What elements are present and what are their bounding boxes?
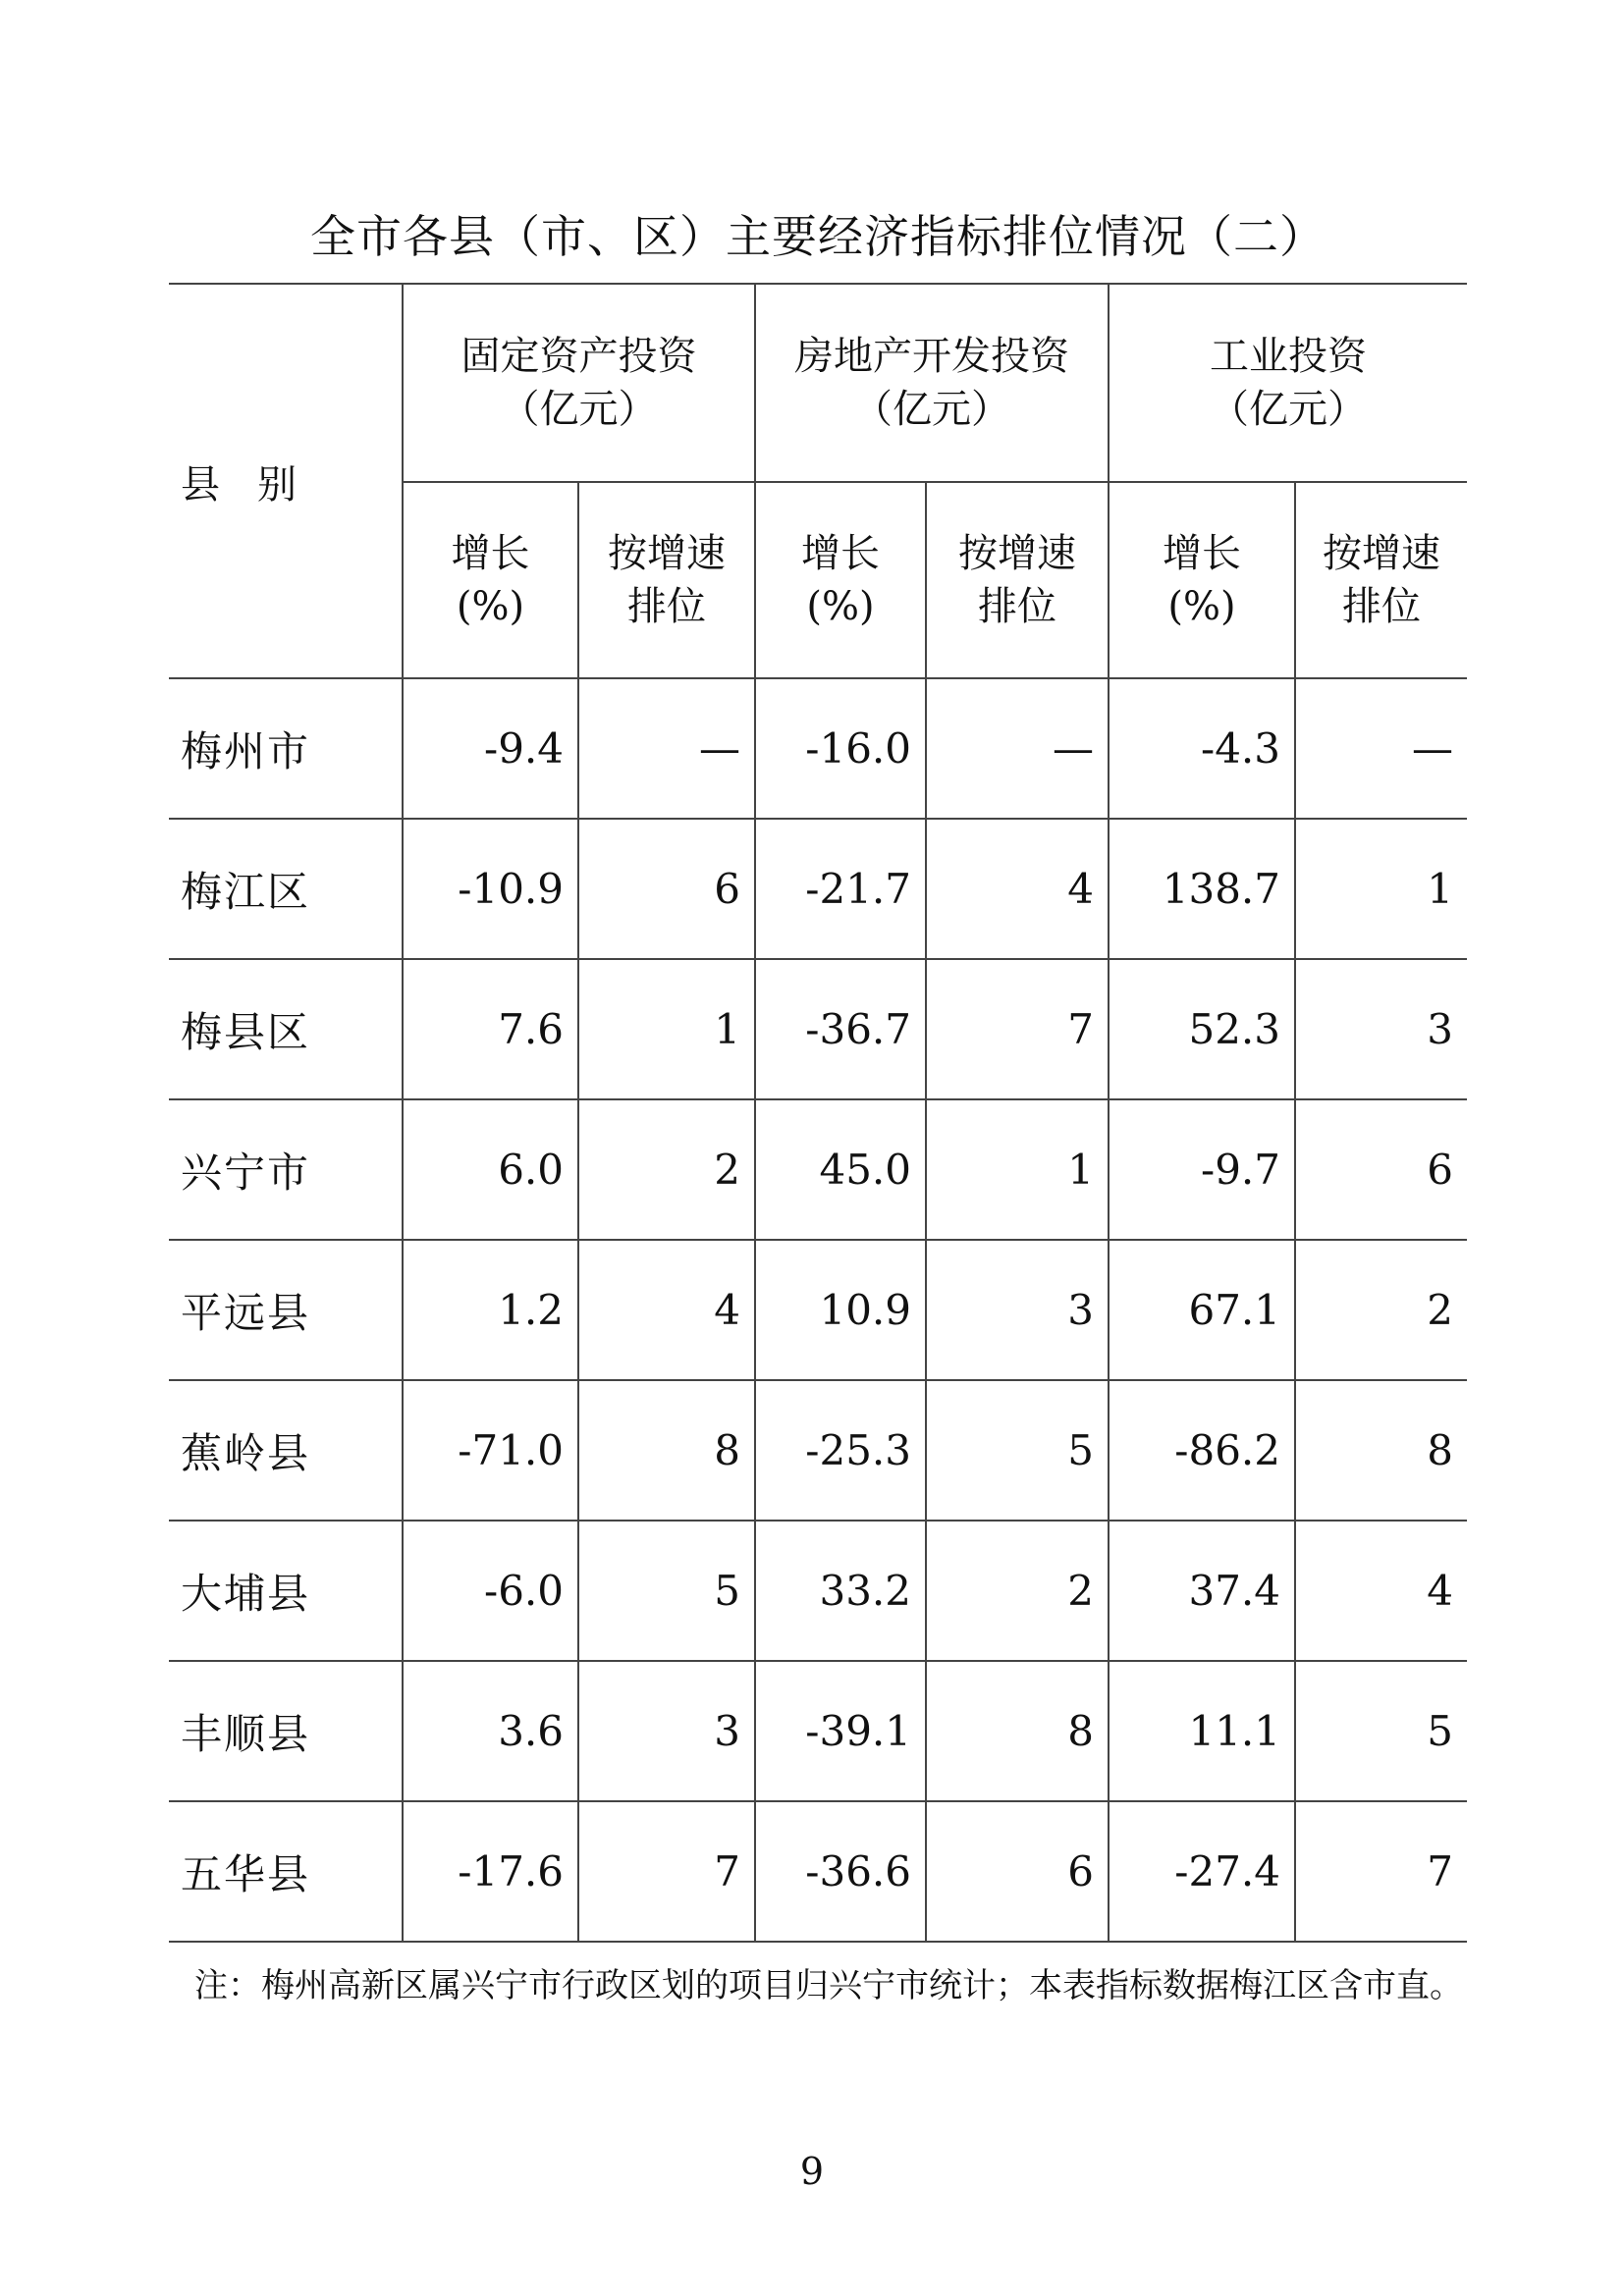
growth-value-cell: -21.7 (755, 819, 926, 959)
growth-value-cell: -17.6 (403, 1801, 578, 1942)
subheader-rank-label: 按增速 (608, 531, 726, 576)
growth-value-cell: -39.1 (755, 1661, 926, 1801)
table-row (169, 1240, 1467, 1380)
subheader-rank-label: 按增速 (1323, 531, 1440, 576)
growth-value-cell: 10.9 (755, 1240, 926, 1380)
rank-value-cell: 4 (926, 819, 1109, 959)
growth-value-cell: 37.4 (1109, 1521, 1295, 1661)
rank-value-cell: 7 (926, 959, 1109, 1099)
group-name: 工业投资 (1210, 334, 1367, 379)
growth-value-cell: 67.1 (1109, 1240, 1295, 1380)
header-real-estate-investment (755, 284, 1109, 482)
rank-value-cell: 2 (1295, 1240, 1467, 1380)
header-industrial-investment (1109, 284, 1467, 482)
county-name-cell: 梅县区 (169, 959, 403, 1099)
rank-value-cell: 8 (926, 1661, 1109, 1801)
growth-value-cell: 11.1 (1109, 1661, 1295, 1801)
growth-value-cell: -9.7 (1109, 1099, 1295, 1240)
table-row (169, 1661, 1467, 1801)
table-row (169, 1521, 1467, 1661)
rank-value-cell: — (578, 678, 755, 819)
rank-value-cell: 3 (578, 1661, 755, 1801)
county-name-cell: 平远县 (169, 1240, 403, 1380)
county-name-cell: 丰顺县 (169, 1661, 403, 1801)
rank-value-cell: 4 (578, 1240, 755, 1380)
county-name-cell: 大埔县 (169, 1521, 403, 1661)
growth-value-cell: -27.4 (1109, 1801, 1295, 1942)
rank-value-cell: 6 (926, 1801, 1109, 1942)
county-name-cell: 梅州市 (169, 678, 403, 819)
rank-value-cell: 6 (578, 819, 755, 959)
growth-value-cell: -10.9 (403, 819, 578, 959)
county-column-header: 县别 (169, 284, 403, 678)
group-unit: （亿元） (500, 387, 658, 432)
subheader-growth (1109, 482, 1295, 678)
rank-value-cell: 2 (578, 1099, 755, 1240)
rank-value-cell: 8 (578, 1380, 755, 1521)
rank-value-cell: 7 (1295, 1801, 1467, 1942)
subheader-growth (755, 482, 926, 678)
table-header-row (169, 284, 1467, 482)
rank-value-cell: 7 (578, 1801, 755, 1942)
growth-value-cell: -25.3 (755, 1380, 926, 1521)
subheader-rank-label: 按增速 (958, 531, 1076, 576)
table-row (169, 1099, 1467, 1240)
county-name-cell: 兴宁市 (169, 1099, 403, 1240)
table-footnote: 注：梅州高新区属兴宁市行政区划的项目归兴宁市统计；本表指标数据梅江区含市直。 (194, 1966, 1463, 2005)
growth-value-cell: -71.0 (403, 1380, 578, 1521)
subheader-growth (403, 482, 578, 678)
subheader-growth-label: 增长 (451, 531, 530, 576)
growth-value-cell: 33.2 (755, 1521, 926, 1661)
table-row (169, 819, 1467, 959)
growth-value-cell: -6.0 (403, 1521, 578, 1661)
indicator-ranking-table (169, 283, 1467, 1943)
growth-value-cell: -86.2 (1109, 1380, 1295, 1521)
growth-value-cell: -36.6 (755, 1801, 926, 1942)
growth-value-cell: 45.0 (755, 1099, 926, 1240)
growth-value-cell: 6.0 (403, 1099, 578, 1240)
group-unit: （亿元） (853, 387, 1010, 432)
rank-value-cell: 5 (1295, 1661, 1467, 1801)
rank-value-cell: 3 (1295, 959, 1467, 1099)
growth-value-cell: 3.6 (403, 1661, 578, 1801)
rank-value-cell: 8 (1295, 1380, 1467, 1521)
group-name: 固定资产投资 (460, 334, 697, 379)
subheader-rank (578, 482, 755, 678)
growth-value-cell: -9.4 (403, 678, 578, 819)
subheader-growth-label: 增长 (1163, 531, 1241, 576)
rank-value-cell: 3 (926, 1240, 1109, 1380)
rank-value-cell: 1 (926, 1099, 1109, 1240)
rank-value-cell: — (1295, 678, 1467, 819)
page-number: 9 (799, 2150, 825, 2193)
county-name-cell: 梅江区 (169, 819, 403, 959)
subheader-rank (1295, 482, 1467, 678)
growth-value-cell: 7.6 (403, 959, 578, 1099)
group-name: 房地产开发投资 (794, 334, 1069, 379)
growth-value-cell: -16.0 (755, 678, 926, 819)
subheader-rank-label-2: 排位 (1342, 584, 1421, 629)
header-fixed-asset-investment (403, 284, 755, 482)
rank-value-cell: 1 (578, 959, 755, 1099)
rank-value-cell: 5 (926, 1380, 1109, 1521)
page-title: 全市各县（市、区）主要经济指标排位情况（二） (310, 210, 1326, 263)
rank-value-cell: 5 (578, 1521, 755, 1661)
growth-value-cell: 1.2 (403, 1240, 578, 1380)
table-row (169, 1801, 1467, 1942)
table-row (169, 959, 1467, 1099)
rank-value-cell: 2 (926, 1521, 1109, 1661)
table-row (169, 1380, 1467, 1521)
growth-value-cell: -36.7 (755, 959, 926, 1099)
rank-value-cell: 6 (1295, 1099, 1467, 1240)
county-name-cell: 五华县 (169, 1801, 403, 1942)
growth-value-cell: 52.3 (1109, 959, 1295, 1099)
subheader-growth-unit: (%) (806, 584, 875, 629)
subheader-growth-unit: (%) (1167, 584, 1236, 629)
subheader-growth-label: 增长 (801, 531, 880, 576)
rank-value-cell: — (926, 678, 1109, 819)
subheader-rank (926, 482, 1109, 678)
subheader-rank-label-2: 排位 (978, 584, 1056, 629)
growth-value-cell: 138.7 (1109, 819, 1295, 959)
rank-value-cell: 4 (1295, 1521, 1467, 1661)
county-name-cell: 蕉岭县 (169, 1380, 403, 1521)
subheader-rank-label-2: 排位 (627, 584, 706, 629)
growth-value-cell: -4.3 (1109, 678, 1295, 819)
rank-value-cell: 1 (1295, 819, 1467, 959)
table-row (169, 678, 1467, 819)
subheader-growth-unit: (%) (456, 584, 525, 629)
group-unit: （亿元） (1210, 387, 1367, 432)
